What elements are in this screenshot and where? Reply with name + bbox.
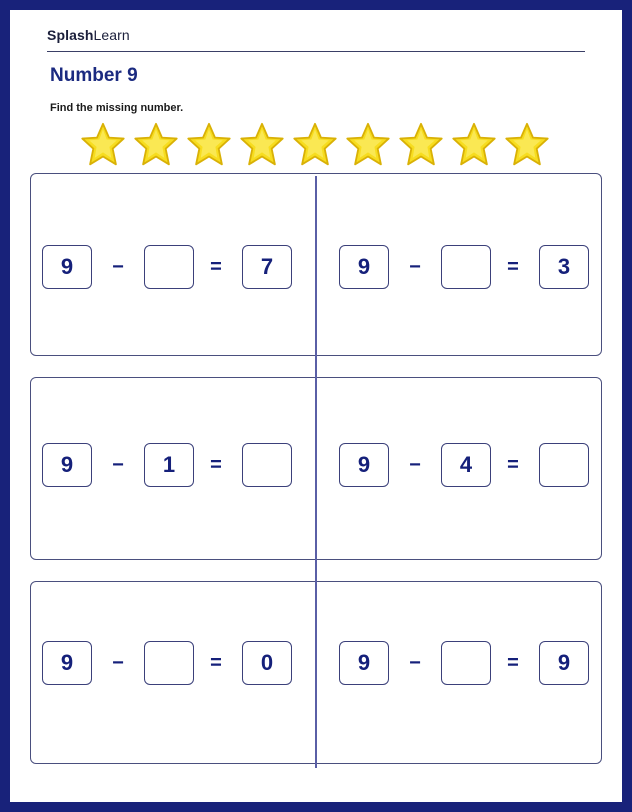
minus-sign: − (112, 255, 124, 278)
brand-logo-light: Learn (93, 27, 130, 43)
answer-box-subtrahend[interactable] (144, 245, 194, 289)
minuend-box: 9 (339, 245, 389, 289)
header-divider (47, 51, 585, 52)
minus-sign: − (409, 651, 421, 674)
star-icon (133, 122, 179, 168)
worksheet (10, 10, 622, 802)
star-row (80, 122, 560, 170)
minuend-box: 9 (42, 641, 92, 685)
star-icon (345, 122, 391, 168)
subtraction-problem-5 (42, 641, 294, 685)
equals-sign: = (210, 651, 222, 674)
star-icon (504, 122, 550, 168)
subtraction-problem-4 (339, 443, 591, 487)
minuend-box: 9 (339, 443, 389, 487)
equals-sign: = (210, 453, 222, 476)
subtraction-problem-1 (42, 245, 294, 289)
answer-box-subtrahend[interactable] (441, 641, 491, 685)
minus-sign: − (112, 651, 124, 674)
minuend-box: 9 (42, 443, 92, 487)
equals-sign: = (210, 255, 222, 278)
equals-sign: = (507, 651, 519, 674)
star-icon (186, 122, 232, 168)
minuend-box: 9 (42, 245, 92, 289)
instruction-text: Find the missing number. (50, 102, 184, 114)
column-divider (315, 176, 317, 768)
difference-box: 0 (242, 641, 292, 685)
minus-sign: − (112, 453, 124, 476)
brand-logo-bold: Splash (47, 27, 94, 43)
subtrahend-box: 1 (144, 443, 194, 487)
difference-box: 9 (539, 641, 589, 685)
subtraction-problem-2 (339, 245, 591, 289)
star-icon (239, 122, 285, 168)
answer-box-difference[interactable] (242, 443, 292, 487)
subtraction-problem-3 (42, 443, 294, 487)
star-icon (451, 122, 497, 168)
subtrahend-box: 4 (441, 443, 491, 487)
brand-logo (47, 27, 130, 43)
minuend-box: 9 (339, 641, 389, 685)
star-icon (292, 122, 338, 168)
minus-sign: − (409, 255, 421, 278)
difference-box: 7 (242, 245, 292, 289)
star-icon (80, 122, 126, 168)
difference-box: 3 (539, 245, 589, 289)
minus-sign: − (409, 453, 421, 476)
equals-sign: = (507, 255, 519, 278)
star-icon (398, 122, 444, 168)
answer-box-subtrahend[interactable] (144, 641, 194, 685)
answer-box-subtrahend[interactable] (441, 245, 491, 289)
equals-sign: = (507, 453, 519, 476)
answer-box-difference[interactable] (539, 443, 589, 487)
subtraction-problem-6 (339, 641, 591, 685)
worksheet-title: Number 9 (50, 65, 138, 86)
